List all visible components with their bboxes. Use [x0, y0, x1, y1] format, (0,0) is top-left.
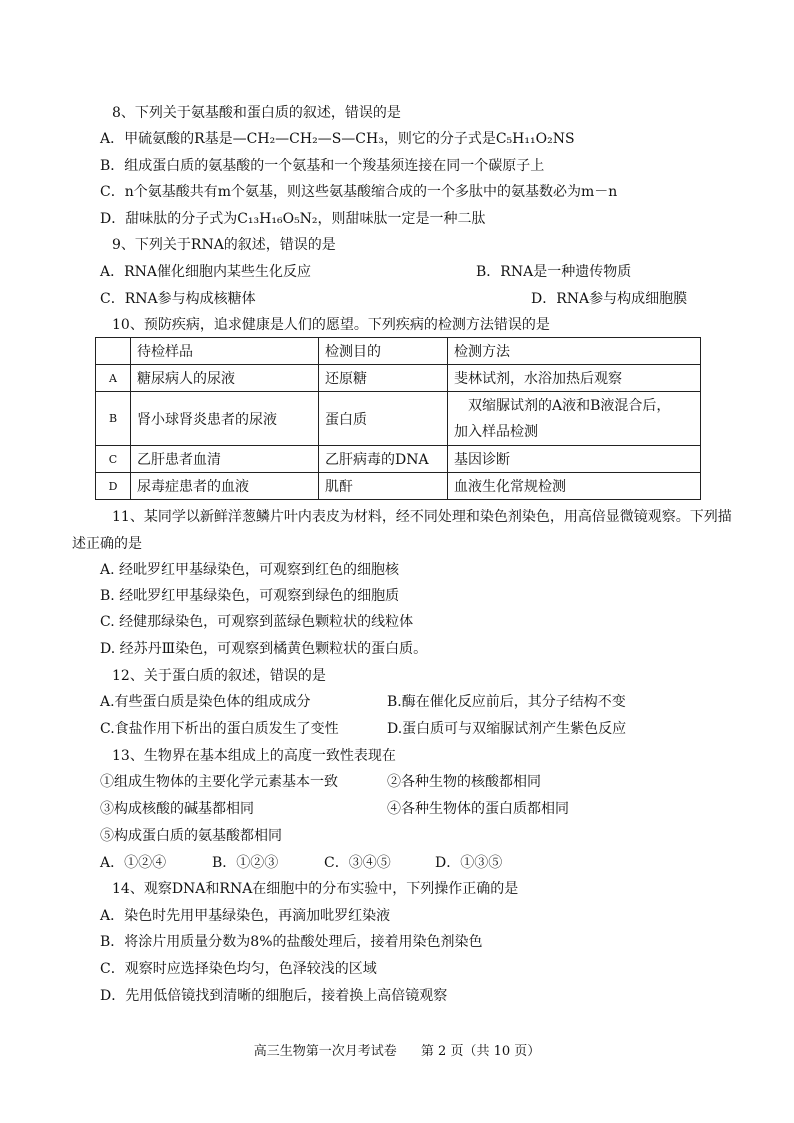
q13-item-4: ④各种生物体的蛋白质都相同 [387, 801, 569, 817]
page-number: 第 2 页（共 10 页） [420, 1044, 541, 1059]
table-header-cell [96, 338, 131, 365]
q11-option-a: A. 经吡罗红甲基绿染色，可观察到红色的细胞核 [100, 562, 400, 578]
q8-option-c: C．n个氨基酸共有m个氨基，则这些氨基酸缩合成的一个多肽中的氨基数必为m－n [100, 184, 618, 200]
table-cell: 血液生化常规检测 [448, 473, 701, 500]
q13-option-d: D．①③⑤ [435, 855, 503, 871]
table-cell: 斐林试剂，水浴加热后观察 [448, 365, 701, 392]
q9-option-c: C．RNA参与构成核糖体 [100, 291, 256, 307]
q11-option-c: C. 经健那绿染色，可观察到蓝绿色颗粒状的线粒体 [100, 614, 414, 630]
q8-option-b: B．组成蛋白质的氨基酸的一个氨基和一个羧基须连接在同一个碳原子上 [100, 158, 545, 174]
q8-option-a: A．甲硫氨酸的R基是—CH₂—CH₂—S—CH₃，则它的分子式是C₅H₁₁O₂NS [100, 131, 575, 147]
table-cell: 乙肝病毒的DNA [319, 446, 448, 473]
q11-stem-line-1: 11、某同学以新鲜洋葱鳞片叶内表皮为材料，经不同处理和染色剂染色，用高倍显微镜观察。下列描 [112, 509, 732, 525]
q11-stem-line-2: 述正确的是 [72, 536, 142, 552]
table-header-cell: 检测方法 [448, 338, 701, 365]
table-cell: A [96, 365, 131, 392]
exam-title: 高三生物第一次月考试卷 [253, 1044, 397, 1059]
q10-table [95, 337, 701, 500]
table-row [96, 446, 701, 473]
q12-option-b: B.酶在催化反应前后，其分子结构不变 [387, 694, 626, 710]
q13-item-1: ①组成生物体的主要化学元素基本一致 [100, 774, 338, 790]
q11-option-b: B. 经吡罗红甲基绿染色，可观察到绿色的细胞质 [100, 588, 400, 604]
table-cell: 肾小球肾炎患者的尿液 [131, 392, 319, 446]
q13-item-2: ②各种生物的核酸都相同 [387, 774, 541, 790]
q13-item-5: ⑤构成蛋白质的氨基酸都相同 [100, 828, 282, 844]
table-cell: B [96, 392, 131, 446]
table-cell: 肌酐 [319, 473, 448, 500]
table-row [96, 365, 701, 392]
q11-option-d: D. 经苏丹Ⅲ染色，可观察到橘黄色颗粒状的蛋白质。 [100, 641, 428, 657]
method-line-2: 加入样品检测 [454, 423, 538, 440]
q12-option-d: D.蛋白质可与双缩脲试剂产生紫色反应 [387, 721, 627, 737]
table-cell: 尿毒症患者的血液 [131, 473, 319, 500]
table-cell [448, 392, 701, 446]
q14-option-a: A．染色时先用甲基绿染色，再滴加吡罗红染液 [100, 908, 391, 924]
table-cell: C [96, 446, 131, 473]
table-row [96, 473, 701, 500]
q14-option-c: C．观察时应选择染色均匀，色泽较浅的区域 [100, 961, 377, 977]
table-cell: 蛋白质 [319, 392, 448, 446]
table-cell: D [96, 473, 131, 500]
q9-option-a: A．RNA催化细胞内某些生化反应 [100, 264, 312, 280]
q12-option-c: C.食盐作用下析出的蛋白质发生了变性 [100, 721, 339, 737]
q14-option-b: B．将涂片用质量分数为8%的盐酸处理后，接着用染色剂染色 [100, 934, 483, 950]
method-line-1: 双缩脲试剂的A液和B液混合后， [468, 397, 671, 414]
page-footer [0, 1040, 794, 1059]
q14-stem: 14、观察DNA和RNA在细胞中的分布实验中，下列操作正确的是 [112, 881, 519, 897]
q8-option-d: D．甜味肽的分子式为C₁₃H₁₆O₅N₂，则甜味肽一定是一种二肽 [100, 211, 486, 227]
q10-stem: 10、预防疾病，追求健康是人们的愿望。下列疾病的检测方法错误的是 [112, 317, 550, 333]
q8-stem: 8、下列关于氨基酸和蛋白质的叙述，错误的是 [112, 105, 401, 121]
table-header-cell: 检测目的 [319, 338, 448, 365]
q13-stem: 13、生物界在基本组成上的高度一致性表现在 [112, 748, 396, 764]
q13-option-c: C．③④⑤ [324, 855, 391, 871]
table-cell: 还原糖 [319, 365, 448, 392]
q12-option-a: A.有些蛋白质是染色体的组成成分 [100, 694, 311, 710]
table-row [96, 392, 701, 446]
table-cell: 糖尿病人的尿液 [131, 365, 319, 392]
q12-stem: 12、关于蛋白质的叙述，错误的是 [112, 668, 326, 684]
table-header-row [96, 338, 701, 365]
q13-option-a: A．①②④ [100, 855, 167, 871]
q14-option-d: D．先用低倍镜找到清晰的细胞后，接着换上高倍镜观察 [100, 988, 448, 1004]
q9-option-b: B．RNA是一种遗传物质 [476, 264, 632, 280]
table-header-cell: 待检样品 [131, 338, 319, 365]
table-cell: 乙肝患者血清 [131, 446, 319, 473]
q13-option-b: B．①②③ [212, 855, 279, 871]
table-cell: 基因诊断 [448, 446, 701, 473]
q13-item-3: ③构成核酸的碱基都相同 [100, 801, 254, 817]
q9-stem: 9、下列关于RNA的叙述，错误的是 [112, 237, 336, 253]
q9-option-d: D．RNA参与构成细胞膜 [531, 291, 688, 307]
